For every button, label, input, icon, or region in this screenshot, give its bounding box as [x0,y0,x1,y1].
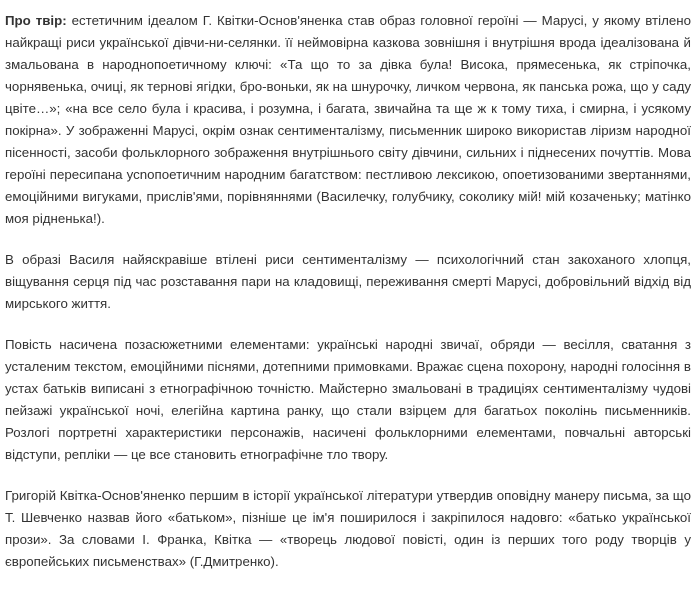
about-work-text: естетичним ідеалом Г. Квітки-Основ'яненка став образ головної героїні — Марусі, у якому втілено найкращі риси української дівчи-ни-селянки. її неймовірна казкова зовнішня і внутрішня врода ідеалізована й змальована в народнопоетичному ключі: «Та що то за дівка була! Висока, прямесенька, як стріпочка, чорнявенька, очиці, як тернові ягідки, бро-воньки, як на шнурочку, личком червона, як панська рожа, що у саду цвіте…»; «на все село була і красива, і розумна, і багата, звичайна та ще ж к тому тиха, і смирна, і усякому покірна». У зображенні Марусі, окрім ознак сентименталізму, письменник широко використав ліризм народної пісенності, засоби фольклорного зображення внутрішнього світу дівчини, сильних і піднесених почуттів. Мова героїні пересипана усnoпоетичним народним багатством: пестливою лексикою, опоетизованими звертаннями, емоційними вигуками, прислів'ями, порівняннями (Василечку, голубчику, соколику мій! мій козаченьку; матінко моя рідненька!). [5,13,691,226]
paragraph-about-work [5,10,691,230]
about-work-label: Про твір: [5,13,67,28]
paragraph-vasyl: В образі Василя найяскравіше втілені риси сентименталізму — психологічний стан закоханого хлопця, віщування серця під час розставання пари на кладовищі, переживання смерті Марусі, добровільний відхід від мирського життя. [5,252,691,311]
article-body [5,10,691,592]
paragraph-ethnographic: Повість насичена позасюжетними елементами: українські народні звичаї, обряди — весілля, сватання з усталеним текстом, емоційними піснями, дотепними примовками. Вражає сцена похорону, народні голосіння в устах батьків виписані з етнографічною точністю. Майстерно змальовані в традиціях сентименталізму чудові пейзажі української ночі, елегійна картина ранку, що стали взірцем для багатьох поколінь письменників. Розлогі портретні характеристики персонажів, насичені фольклорними елементами, повчальні авторські відступи, репліки — це все становить етнографічне тло твору. [5,337,691,462]
paragraph-kvitka: Григорій Квітка-Основ'яненко першим в історії української літератури утвердив оповідну манеру письма, за що Т. Шевченко назвав його «батьком», пізніше це ім'я поширилося і закріпилося надовго: «батько української прози». За словами І. Франка, Квітка — «творець людової повісті, один із перших того роду творців у європейських письменствах» (Г.Дмитренко). [5,488,691,569]
